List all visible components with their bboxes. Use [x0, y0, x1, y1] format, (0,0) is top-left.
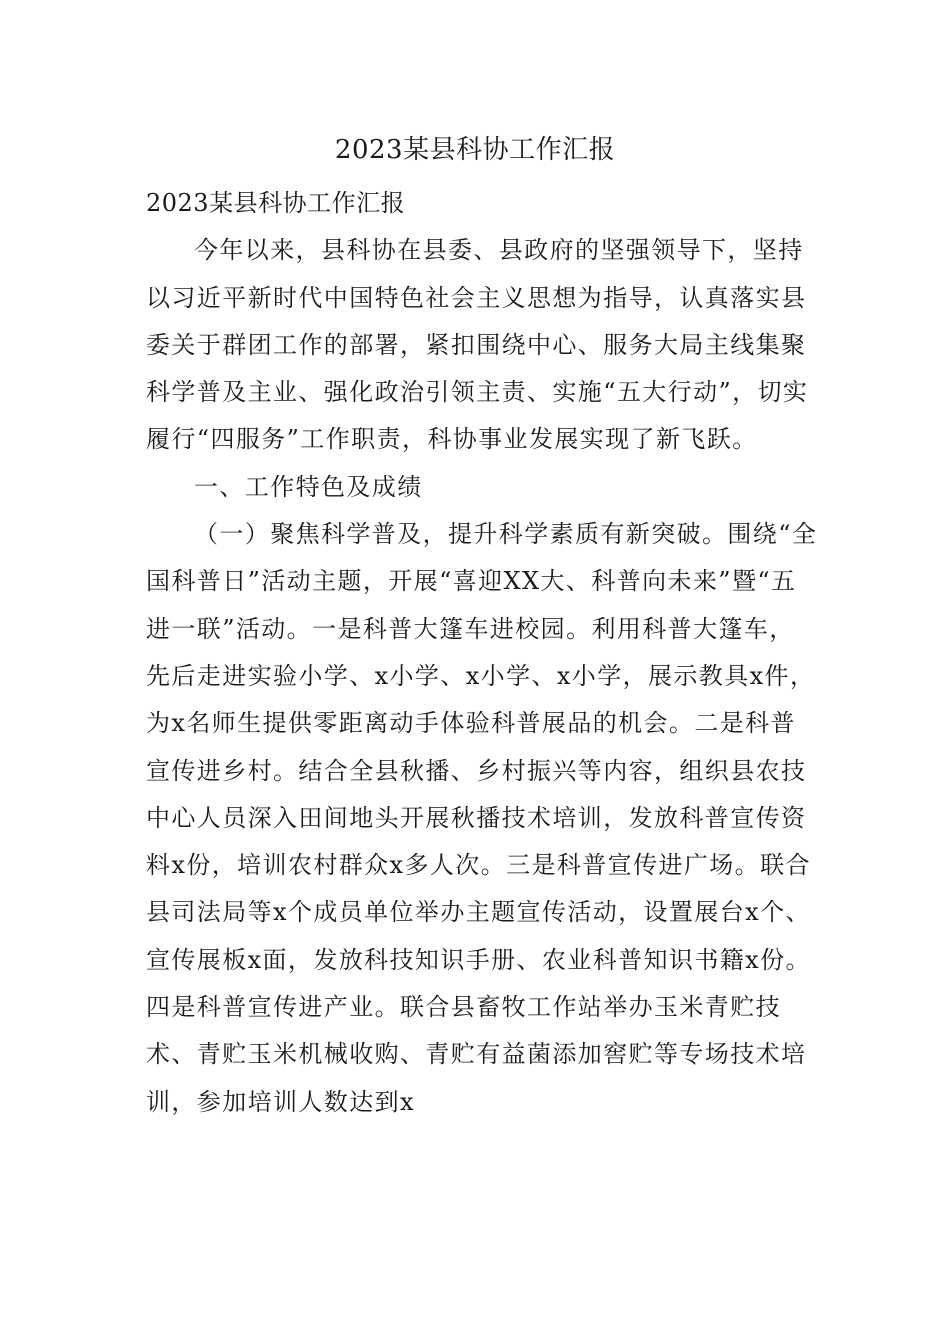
document-body	[146, 180, 818, 1126]
document-title: 2023某县科协工作汇报	[334, 135, 616, 165]
paragraph-science-popularization: （一）聚焦科学普及，提升科学素质有新突破。围绕“全国科普日”活动主题，开展“喜迎XX大、科普向未来”暨“五进一联”活动。一是科普大篷车进校园。利用科普大篷车，先后走进实验小学、x小学、x小学、x小学，展示教具x件，为x名师生提供零距离动手体验科普展品的机会。二是科普宣传进乡村。结合全县秋播、乡村振兴等内容，组织县农技中心人员深入田间地头开展秋播技术培训，发放科普宣传资料x份，培训农村群众x多人次。三是科普宣传进广场。联合县司法局等x个成员单位举办主题宣传活动，设置展台x个、宣传展板x面，发放科技知识手册、农业科普知识书籍x份。四是科普宣传进产业。联合县畜牧工作站举办玉米青贮技术、青贮玉米机械收购、青贮有益菌添加窖贮等专场技术培训，参加培训人数达到x	[146, 520, 818, 1116]
paragraph-intro: 今年以来，县科协在县委、县政府的坚强领导下，坚持以习近平新时代中国特色社会主义思想为指导，认真落实县委关于群团工作的部署，紧扣围绕中心、服务大局主线集聚科学普及主业、强化政治引领主责、实施“五大行动”，切实履行“四服务”工作职责，科协事业发展实现了新飞跃。	[146, 236, 809, 454]
section-heading: 一、工作特色及成绩	[194, 472, 423, 501]
document-subtitle: 2023某县科协工作汇报	[146, 189, 406, 217]
